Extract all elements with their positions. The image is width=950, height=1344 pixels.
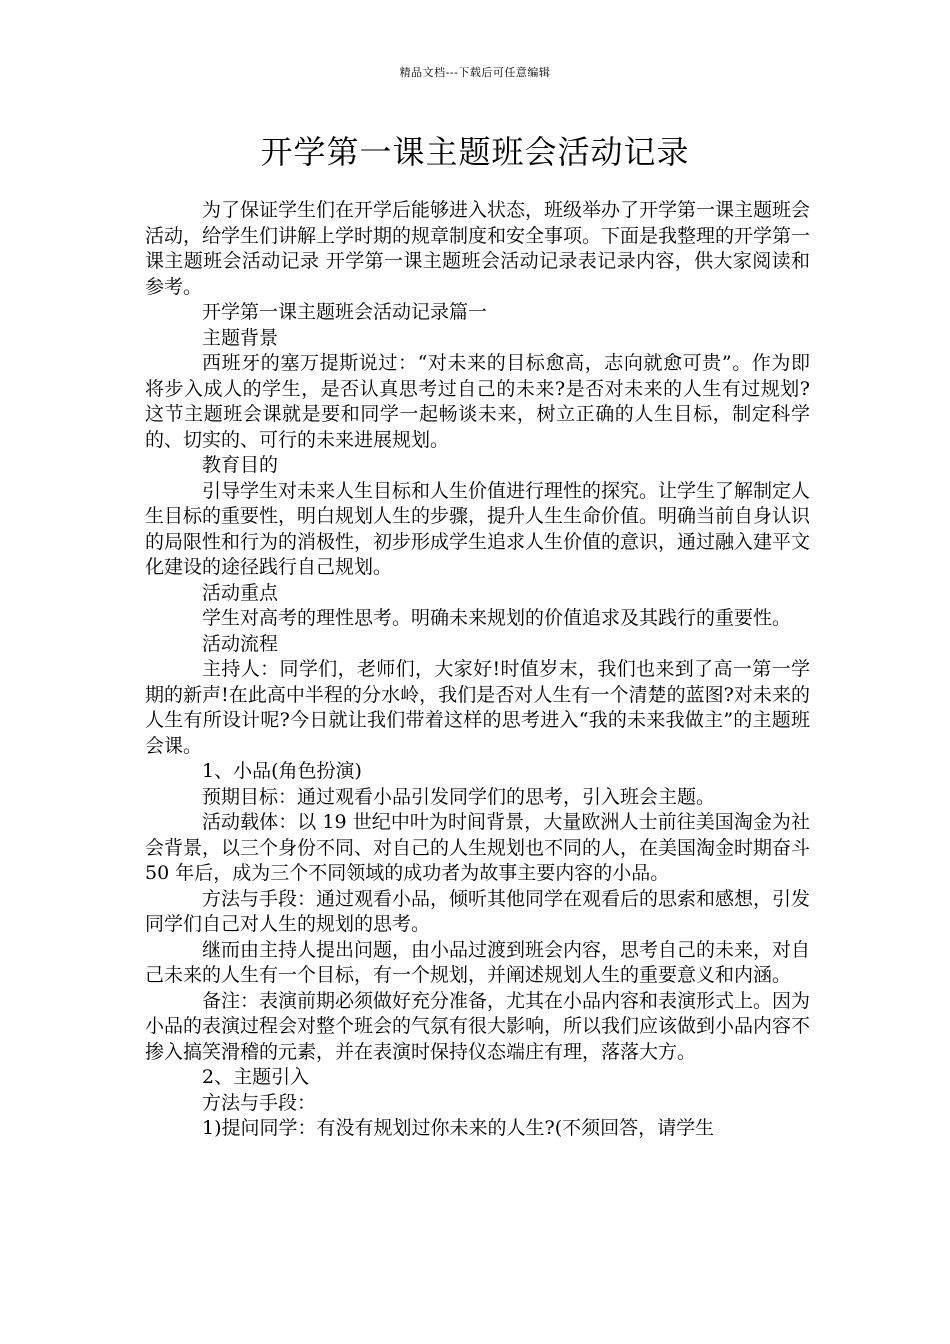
section-heading-focus: 活动重点 [202, 581, 279, 604]
paragraph-expected-goal: 预期目标：通过观看小品引发同学们的思考，引入班会主题。 [202, 785, 716, 808]
subheading-theme-intro: 2、主题引入 [202, 1066, 310, 1088]
section-heading-purpose: 教育目的 [202, 454, 279, 476]
paragraph-background: 西班牙的塞万提斯说过：“对未来的目标愈高，志向就愈可贵”。作为即将步入成人的学生，是否认真思考过自己的未来?是否对未来的人生有过规划?这节主题班会课就是要和同学一起畅谈未来，树立正确的人生目标，制定科学的、切实的、可行的未来进展规划。 [145, 352, 810, 451]
subheading-sketch: 1、小品(角色扮演) [202, 760, 362, 782]
paragraph-activity-carrier: 活动载体：以 19 世纪中叶为时间背景，大量欧洲人士前往美国淘金为社会背景，以三个身份不同、对自己的人生规划也不同的人，在美国淘金时期奋斗 50 年后，成为三个不同领域的成功者为故事主要内容的小品。 [145, 811, 811, 884]
paragraph-methods-label: 方法与手段： [202, 1091, 317, 1114]
section-heading-process: 活动流程 [202, 632, 279, 655]
document-title: 开学第一课主题班会活动记录 [260, 133, 690, 171]
section-heading-background: 主题背景 [202, 326, 279, 349]
paragraph-focus: 学生对高考的理性思考。明确未来规划的价值追求及其践行的重要性。 [202, 607, 792, 629]
paragraph-host-opening: 主持人：同学们，老师们，大家好!时值岁末，我们也来到了高一第一学期的新声!在此高中半程的分水岭，我们是否对人生有一个清楚的蓝图?对未来的人生有所设计呢?今日就让我们带着这样的思考进入“我的未来我做主”的主题班会课。 [145, 658, 810, 757]
section-heading-part-one: 开学第一课主题班会活动记录篇一 [202, 301, 488, 323]
paragraph-purpose: 引导学生对未来人生目标和人生价值进行理性的探究。让学生了解制定人生目标的重要性，明白规划人生的步骤，提升人生生命价值。明确当前自身认识的局限性和行为的消极性，初步形成学生追求人生价值的意识，通过融入建平文化建设的途径践行自己规划。 [145, 479, 811, 578]
paragraph-remark: 备注：表演前期必须做好充分准备，尤其在小品内容和表演形式上。因为小品的表演过程会对整个班会的气氛有很大影响，所以我们应该做到小品内容不掺入搞笑滑稽的元素，并在表演时保持仪态端庄有理，落落大方。 [145, 989, 811, 1063]
paragraph-question: 1)提问同学：有没有规划过你未来的人生?(不须回答，请学生 [202, 1117, 715, 1139]
paragraph-intro: 为了保证学生们在开学后能够进入状态，班级举办了开学第一课主题班会活动，给学生们讲解上学时期的规章制度和安全事项。下面是我整理的开学第一课主题班会活动记录 开学第一课主题班会活动记录表记录内容，供大家阅读和参考。 [145, 199, 811, 298]
paragraph-methods: 方法与手段：通过观看小品，倾听其他同学在观看后的思索和感想，引发同学们自己对人生的规划的思考。 [145, 887, 811, 935]
paragraph-follow-up: 继而由主持人提出问题，由小品过渡到班会内容，思考自己的未来，对自己未来的人生有一个目标，有一个规划，并阐述规划人生的重要意义和内涵。 [145, 938, 811, 986]
document-body [145, 198, 810, 1142]
page-header-note: 精品文档---下载后可任意编辑 [399, 66, 551, 79]
